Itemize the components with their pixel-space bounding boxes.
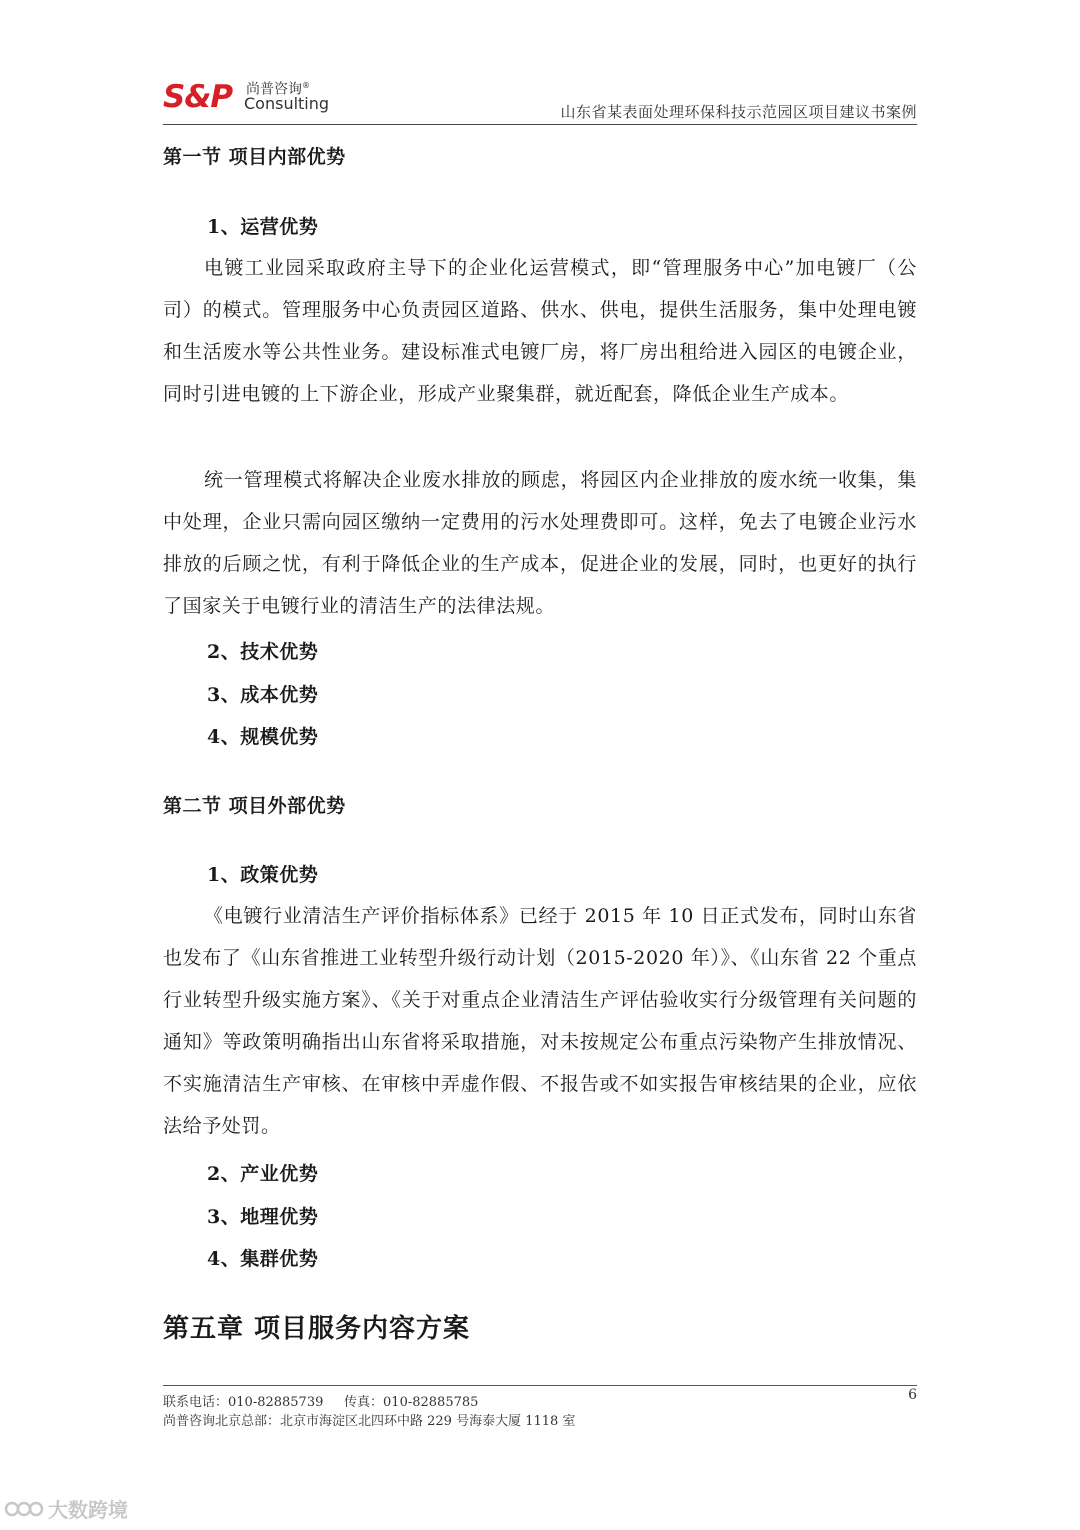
logo-chinese-name: 尚普咨询®: [246, 81, 310, 98]
chapter-title: 第五章 项目服务内容方案: [163, 1314, 471, 1344]
header-divider: [163, 124, 917, 125]
watermark-logo-icon: [4, 1498, 44, 1520]
subheading-geography: 3、地理优势: [207, 1206, 319, 1228]
section-title-external: 第二节 项目外部优势: [163, 795, 346, 817]
subheading-scale: 4、规模优势: [207, 726, 319, 748]
subheading-operation: 1、运营优势: [207, 216, 319, 238]
section-title-internal: 第一节 项目内部优势: [163, 146, 346, 168]
subheading-technology: 2、技术优势: [207, 641, 319, 663]
page-number: 6: [908, 1387, 917, 1403]
footer-divider: [163, 1385, 917, 1386]
footer-address: 尚普咨询北京总部：北京市海淀区北四环中路 229 号海泰大厦 1118 室: [163, 1414, 576, 1429]
subheading-policy: 1、政策优势: [207, 864, 319, 886]
logo-mark: S&P: [163, 79, 233, 115]
logo-english-name: Consulting: [244, 94, 330, 113]
subheading-cost: 3、成本优势: [207, 684, 319, 706]
watermark-text: 大数跨境: [48, 1498, 128, 1522]
subheading-cluster: 4、集群优势: [207, 1248, 319, 1270]
registered-mark: ®: [302, 81, 310, 90]
company-logo: [163, 78, 333, 118]
document-title: 山东省某表面处理环保科技示范园区项目建议书案例: [560, 103, 917, 121]
paragraph-policy: 《电镀行业清洁生产评价指标体系》已经于 2015 年 10 日正式发布，同时山东省也发布了《山东省推进工业转型升级行动计划（2015-2020 年）》、《山东省 22 个重点行业转型升级实施方案》、《关于对重点企业清洁生产评估验收实行分级管理有关问题的通知》等政策明确指出山东省将采取措施，对未按规定公布重点污染物产生排放情况、不实施清洁生产审核、在审核中弄虚作假、不报告或不如实报告审核结果的企业，应依法给予处罚。: [163, 905, 917, 1137]
paragraph-unified-management: 统一管理模式将解决企业废水排放的顾虑，将园区内企业排放的废水统一收集，集中处理，企业只需向园区缴纳一定费用的污水处理费即可。这样，免去了电镀企业污水排放的后顾之忧，有利于降低企业的生产成本，促进企业的发展，同时，也更好的执行了国家关于电镀行业的清洁生产的法律法规。: [163, 469, 917, 617]
subheading-industry: 2、产业优势: [207, 1163, 319, 1185]
paragraph-operation-model: 电镀工业园采取政府主导下的企业化运营模式，即“管理服务中心”加电镀厂（公司）的模式。管理服务中心负责园区道路、供水、供电，提供生活服务，集中处理电镀和生活废水等公共性业务。建设标准式电镀厂房，将厂房出租给进入园区的电镀企业，同时引进电镀的上下游企业，形成产业聚集群，就近配套，降低企业生产成本。: [163, 257, 917, 405]
watermark: [4, 1494, 128, 1523]
footer-contact: 联系电话：010-82885739 传真：010-82885785: [163, 1395, 479, 1410]
